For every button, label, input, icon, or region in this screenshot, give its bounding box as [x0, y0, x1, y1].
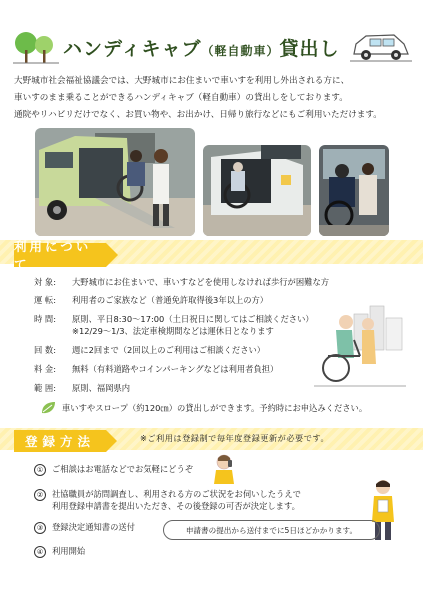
page-title: ハンディキャブ（軽自動車）貸出し: [63, 38, 340, 60]
step-3: ③ 登録決定通知書の送付: [34, 521, 135, 534]
usage-row-frequency: 回 数: 週に2回まで（2回以上のご利用はご相談ください）: [34, 345, 266, 355]
step-2: ② 社協職員が訪問調査し、利用される方のご状況をお伺いしたうえで: [34, 488, 301, 501]
step-2-continued: 利用登録申請書を提出いただき、その後登録の可否が決定します。: [52, 501, 300, 511]
step-4: ④ 利用開始: [34, 545, 85, 558]
usage-row-time: 時 間: 原則、平日8:30～17:00（土日祝日に関してはご相談ください）: [34, 314, 314, 324]
usage-row-time-note: ※12/29～1/3、法定車検期間などは運休日となります: [72, 326, 274, 336]
photo-wheelchair-inside: [319, 145, 389, 236]
trees-icon: [13, 30, 59, 64]
usage-row-target: 対 象: 大野城市にお住まいで、車いすなどを使用しなければ歩行が困難な方: [34, 277, 330, 287]
usage-row-range: 範 囲: 原則、福岡県内: [34, 383, 131, 393]
intro-text: 大野城市社会福祉協議会では、大野城市にお住まいで車いすを利用し外出される方に、 車いすのまま乗ることができるハンディキャブ（軽自動車）の貸出しをしております。 通院やリハビリだけでなく、お買い物や、お出かけ、日帰り旅行などにもご利用いただけます。: [14, 76, 382, 120]
registration-annotation: ※ご利用は登録制で毎年度登録更新が必要です。: [140, 433, 330, 443]
processing-time-notice: 申請書の提出から送付までに5日ほどかかります。: [163, 520, 380, 540]
equipment-note: 車いすやスロープ（約120㎝）の貸出しができます。予約時にお申込みください。: [62, 403, 368, 413]
usage-heading: 利用について: [14, 243, 106, 267]
usage-row-driver: 運 転: 利用者のご家族など（普通免許取得後3年以上の方）: [34, 295, 269, 305]
photo-van-boarding: [35, 128, 195, 236]
usage-row-fee: 料 金: 無料（有料道路やコインパーキングなどは利用者負担）: [34, 364, 279, 374]
caregiver-illustration: [314, 300, 406, 390]
leaf-icon: [40, 400, 56, 414]
registration-heading: 登録方法: [14, 430, 106, 452]
phone-person-illustration: [210, 452, 238, 484]
step-1: ① ご相談はお電話などでお気軽にどうぞ: [34, 463, 193, 476]
car-icon: [350, 32, 412, 64]
photo-van-rear: [203, 145, 311, 236]
